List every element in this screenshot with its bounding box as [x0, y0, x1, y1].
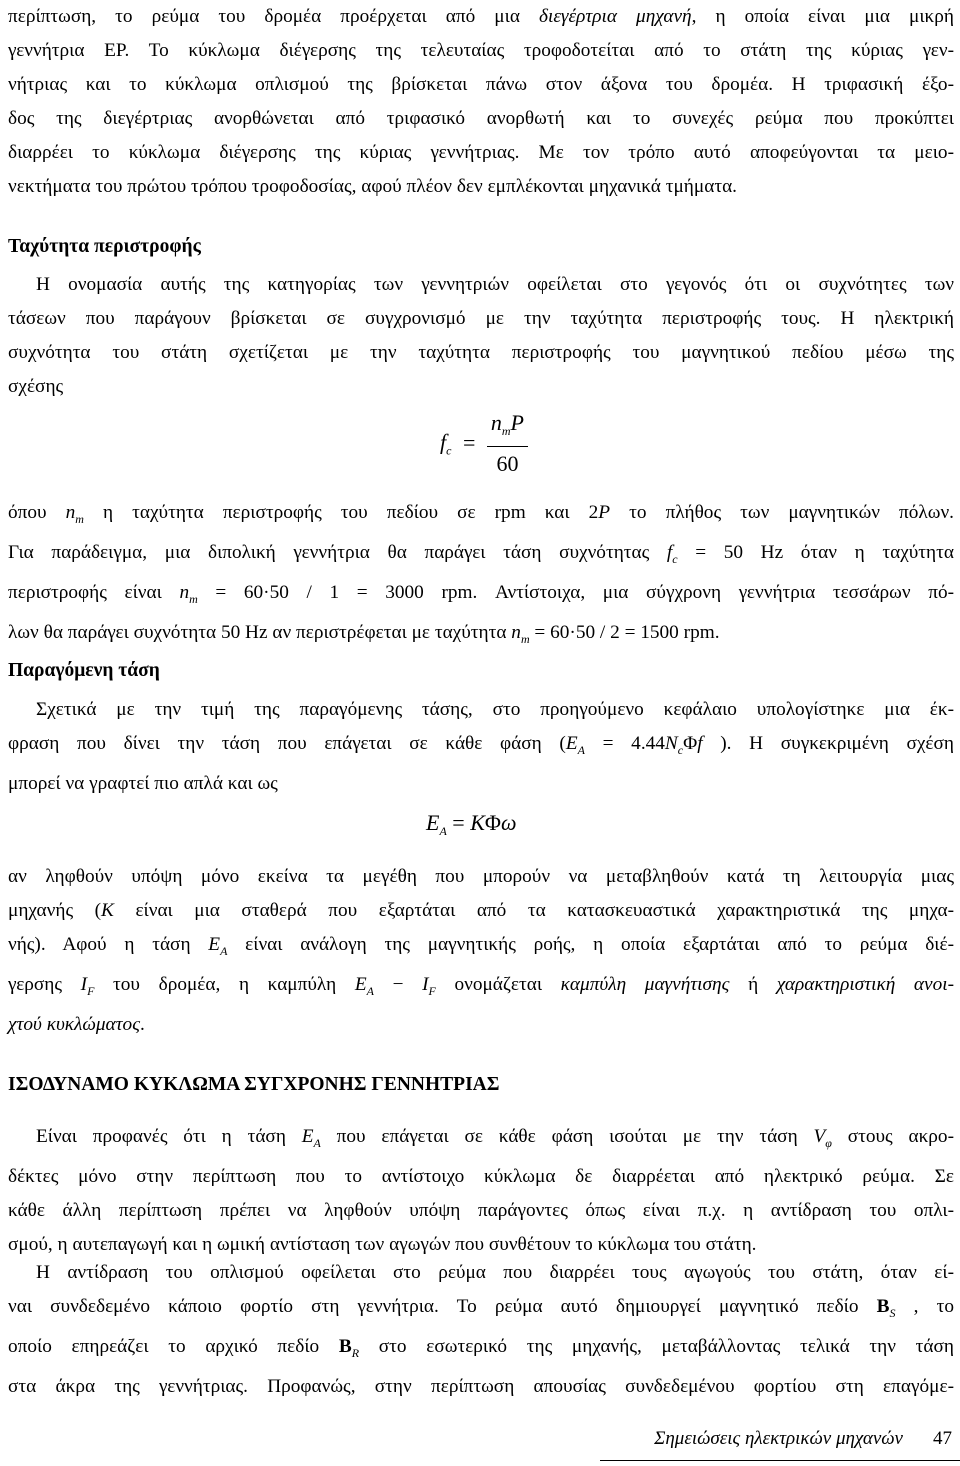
text-line: οποίο επηρεάζει το αρχικό πεδίο $B_R$ στο εσωτερικό της μηχανής, μεταβάλλοντας τελικά την τάση: [8, 1336, 955, 1360]
text-line: λων θα παράγει συχνότητα 50 Hz αν περιστρέφεται με ταχύτητα $n_m = 60\cdot 50 / 2 = 1500$ rpm.: [8, 622, 720, 646]
text-line: νής). Αφού η τάση $E_A$ είναι ανάλογη της μαγνητικής ροής, η οποία εξαρτάται από το ρεύμα διέ-: [8, 934, 954, 958]
text-line: αν ληφθούν υπόψη μόνο εκείνα τα μεγέθη που μπορούν να μεταβληθούν κατά τη λειτουργία μιας: [8, 866, 954, 887]
text-line: νήτριας και το κύκλωμα οπλισμού της βρίσκεται πάνω στον άξονα του δρομέα. Η τριφασική έξο-: [8, 74, 954, 95]
paragraph-speed-examples: [8, 496, 954, 656]
paragraph-armature-reaction: [8, 1256, 954, 1404]
text-line: δέκτες μόνο στην περίπτωση που το αντίστοιχο κύκλωμα δε διαρρέεται από ηλεκτρικό ρεύμα. Σε: [8, 1166, 954, 1187]
footer-rule: [600, 1460, 960, 1461]
heading-generated-voltage: Παραγόμενη τάση: [8, 660, 160, 681]
text-line: Η ονομασία αυτής της κατηγορίας των γεννητριών οφείλεται στο γεγονός ότι οι συχνότητες των: [36, 274, 954, 295]
text-line: τάσεων που παράγουν βρίσκεται σε συγχρονισμό με την ταχύτητα περιστροφής τους. Η ηλεκτρική: [8, 308, 954, 329]
text-line: γερσης $I_F$ του δρομέα, η καμπύλη $E_A - I_F$ ονομάζεται καμπύλη μαγνήτισης ή χαρακτηριστική ανοι-: [8, 974, 954, 998]
text-line: μηχανής (K είναι μια σταθερά που εξαρτάται από τα κατασκευαστικά χαρακτηριστικά της μηχα-: [8, 900, 954, 921]
paragraph-voltage: [8, 693, 954, 801]
text-line: συχνότητα του στάτη σχετίζεται με την ταχύτητα περιστροφής του μαγνητικού πεδίου μέσω της: [8, 342, 954, 363]
text-line: γεννήτρια ΕΡ. Το κύκλωμα διέγερσης της τελευταίας τροφοδοτείται από το στάτη της κύριας γεν-: [8, 40, 954, 61]
page-number: 47: [933, 1428, 952, 1449]
text-line: Η αντίδραση του οπλισμού οφείλεται στο ρεύμα που διαρρέει τους αγωγούς του στάτη, όταν εί-: [36, 1262, 954, 1283]
text-line: σχέσης: [8, 376, 64, 397]
equation-induced-voltage: $E_A = K\Phi\omega$: [426, 810, 517, 838]
heading-equivalent-circuit: ΙΣΟΔΥΝΑΜΟ ΚΥΚΛΩΜΑ ΣΥΓΧΡΟΝΗΣ ΓΕΝΝΗΤΡΙΑΣ: [8, 1074, 500, 1095]
paragraph-magnetization: [8, 860, 954, 1042]
text-line: Είναι προφανές ότι η τάση $E_A$ που επάγεται σε κάθε φάση ισούται με την τάση $V_\varphi$ στους ακρο-: [36, 1126, 954, 1150]
fraction: $\frac{n_mP}{60}$: [487, 410, 528, 479]
text-line: στα άκρα της γεννήτριας. Προφανώς, στην περίπτωση απουσίας συνδεδεμένου φορτίου στη επαγόμε-: [8, 1376, 954, 1397]
text-line: χτού κυκλώματος.: [8, 1014, 145, 1035]
text-line: Για παράδειγμα, μια διπολική γεννήτρια θα παράγει τάση συχνότητας $f_c = 50$ Hz όταν η ταχύτητα: [8, 542, 954, 566]
text-line: διαρρέει το κύκλωμα διέγερσης της κύριας γεννήτριας. Με τον τρόπο αυτό αποφεύγονται τα μειο-: [8, 142, 954, 163]
page-footer: [654, 1428, 952, 1450]
text-line: ναι συνδεδεμένο κάποιο φορτίο στη γεννήτρια. Το ρεύμα αυτό δημιουργεί μαγνητικό πεδίο $B_S$ , το: [8, 1296, 954, 1320]
text-line: κάθε άλλη περίπτωση πρέπει να ληφθούν υπόψη παράγοντες όπως είναι π.χ. η αντίδραση του οπλι-: [8, 1200, 954, 1221]
text-line: μπορεί να γραφτεί πιο απλά και ως: [8, 773, 278, 794]
text-line: περίπτωση, το ρεύμα του δρομέα προέρχεται από μια διεγέρτρια μηχανή, η οποία είναι μια μικρή: [8, 6, 954, 27]
text-line: φραση που δίνει την τάση που επάγεται σε κάθε φάση ($E_A = 4.44N_c\Phi f$ ). Η συγκεκριμένη σχέση: [8, 733, 954, 757]
text-line: σμού, η αυτεπαγωγή και η ωμική αντίσταση των αγωγών που συνθέτουν το κύκλωμα του στάτη.: [8, 1234, 757, 1255]
footer-title: Σημειώσεις ηλεκτρικών μηχανών: [654, 1428, 903, 1449]
text-line: δος της διεγέρτριας ανορθώνεται από τριφασικό ανορθωτή και το συνεχές ρεύμα που προκύπτει: [8, 108, 954, 129]
equation-frequency: $f_c$ = $\frac{n_mP}{60}$: [440, 410, 528, 479]
heading-rotation-speed: Ταχύτητα περιστροφής: [8, 236, 201, 257]
paragraph-equivalent-circuit: [8, 1120, 954, 1262]
text-line: περιστροφής είναι $n_m = 60\cdot 50 / 1 = 3000$ rpm. Αντίστοιχα, μια σύγχρονη γεννήτρια τεσσάρων πό-: [8, 582, 955, 606]
text-line: όπου $n_m$ η ταχύτητα περιστροφής του πεδίου σε rpm και 2P το πλήθος των μαγνητικών πόλων.: [8, 502, 955, 526]
text-line: νεκτήματα του πρώτου τρόπου τροφοδοσίας, αφού πλέον δεν εμπλέκονται μηχανικά τμήματα.: [8, 176, 737, 197]
emphasis-exciter: διεγέρτρια μηχανή: [539, 6, 692, 27]
paragraph-exciter: [8, 0, 954, 204]
paragraph-speed: [8, 268, 954, 404]
text-line: Σχετικά με την τιμή της παραγόμενης τάσης, στο προηγούμενο κεφάλαιο υπολογίστηκε μια έκ-: [36, 699, 954, 720]
